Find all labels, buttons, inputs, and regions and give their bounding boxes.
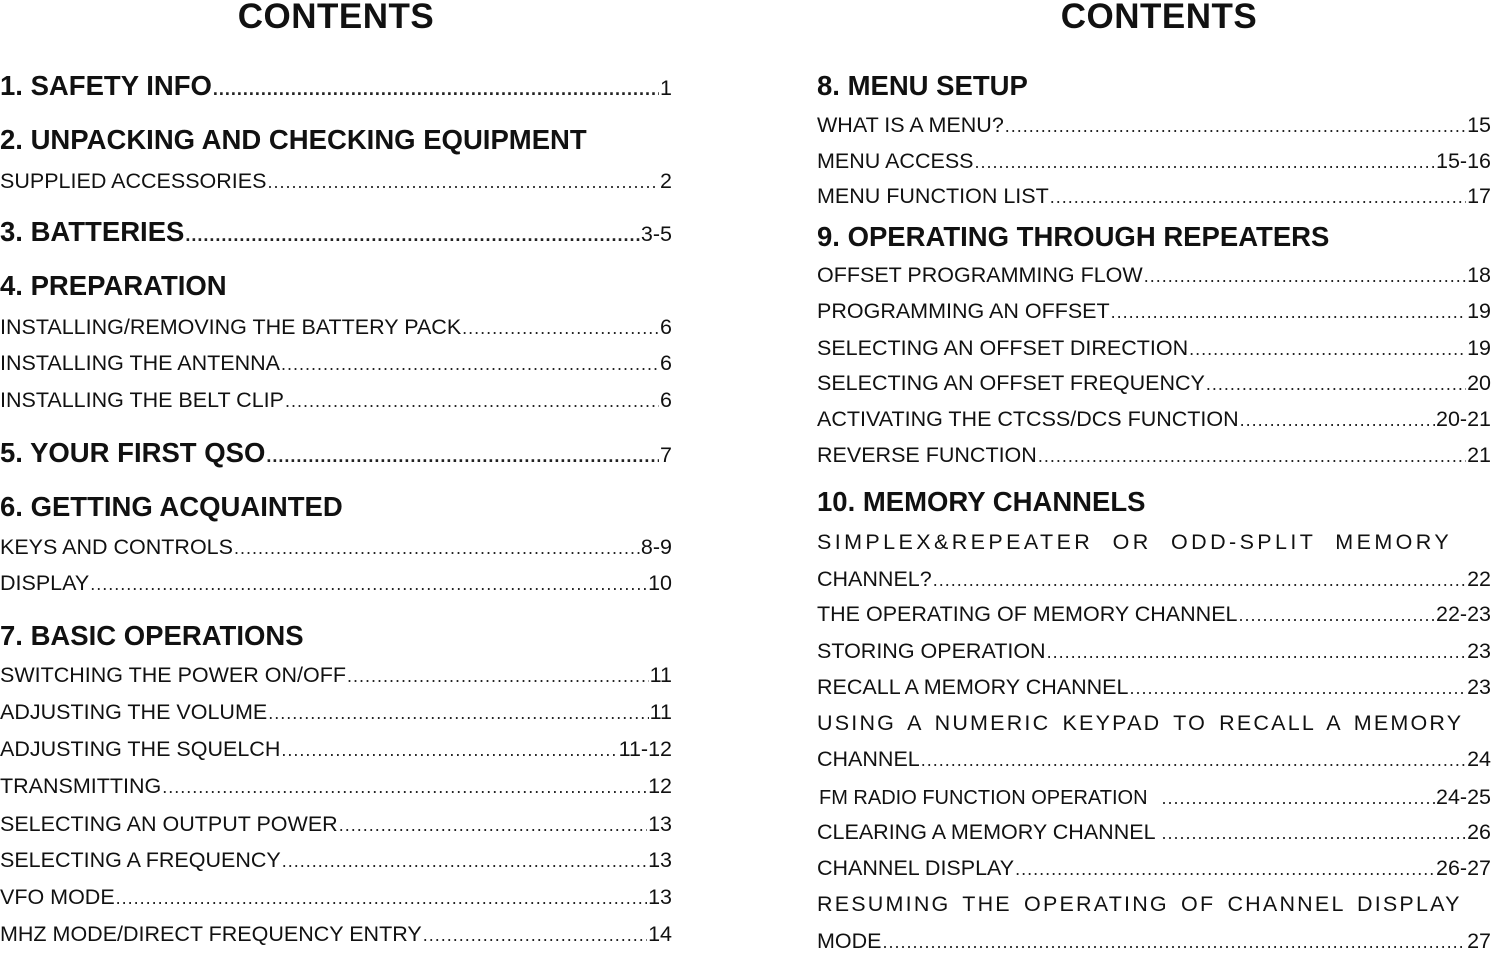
toc-heading-safety-info[interactable]	[0, 70, 672, 105]
entry-label: KEYS AND CONTROLS	[0, 535, 233, 559]
toc-entry-fm-radio[interactable]	[817, 784, 1491, 811]
entry-label: WHAT IS A MENU?	[817, 113, 1004, 137]
toc-entry-simplex-repeater-line1[interactable]	[817, 529, 1491, 555]
page-number: 15	[1467, 113, 1491, 137]
toc-heading-basic-operations	[0, 620, 672, 652]
toc-entry-numeric-keypad[interactable]	[817, 746, 1491, 773]
entry-label: PROGRAMMING AN OFFSET	[817, 299, 1110, 323]
toc-entry-display[interactable]	[0, 570, 672, 597]
entry-label: REVERSE FUNCTION	[817, 443, 1037, 467]
entry-label: MENU FUNCTION LIST	[817, 184, 1049, 208]
heading-label: 6. GETTING ACQUAINTED	[0, 491, 343, 522]
heading-label: 5. YOUR FIRST QSO	[0, 437, 266, 468]
toc-entry-recall-memory-channel[interactable]	[817, 674, 1491, 701]
dot-leader	[116, 885, 647, 911]
toc-entry-channel-display[interactable]	[817, 855, 1491, 882]
toc-entry-keys-and-controls[interactable]	[0, 534, 672, 561]
toc-heading-first-qso[interactable]	[0, 437, 672, 472]
page-number: 11	[649, 700, 672, 724]
dot-leader	[883, 929, 1467, 955]
dot-leader	[1189, 336, 1466, 362]
entry-label: CHANNEL	[817, 747, 920, 771]
entry-label-line1: USING A NUMERIC KEYPAD TO RECALL A MEMORY	[817, 711, 1464, 735]
dot-leader	[281, 737, 617, 763]
page-number: 1	[660, 76, 672, 100]
toc-heading-menu-setup	[817, 70, 1491, 102]
page-number: 13	[648, 812, 672, 836]
toc-entry-power-on-off[interactable]	[0, 662, 672, 689]
right-page	[817, 0, 1491, 951]
page-number: 13	[648, 848, 672, 872]
toc-entry-squelch[interactable]	[0, 736, 672, 763]
dot-leader	[282, 848, 647, 874]
dot-leader	[1005, 113, 1466, 139]
page-number: 20	[1467, 371, 1491, 395]
toc-entry-offset-programming-flow[interactable]	[817, 262, 1491, 289]
page-number: 24-25	[1436, 785, 1491, 809]
toc-entry-what-is-a-menu[interactable]	[817, 112, 1491, 139]
entry-label: CHANNEL DISPLAY	[817, 856, 1015, 880]
toc-entry-clearing-memory-channel[interactable]	[817, 819, 1491, 846]
toc-entry-menu-function-list[interactable]	[817, 183, 1491, 210]
heading-label: 7. BASIC OPERATIONS	[0, 620, 304, 651]
entry-label: INSTALLING/REMOVING THE BATTERY PACK	[0, 315, 462, 339]
page-number: 6	[660, 388, 672, 412]
dot-leader	[1050, 184, 1466, 210]
dot-leader	[1239, 602, 1436, 628]
dot-leader	[921, 747, 1466, 773]
toc-heading-memory-channels	[817, 486, 1491, 518]
dot-leader	[975, 149, 1435, 175]
page-number: 18	[1467, 263, 1491, 287]
entry-label: INSTALLING THE BELT CLIP	[0, 388, 284, 412]
dot-leader	[281, 351, 659, 377]
dot-leader	[1111, 299, 1466, 325]
toc-entry-supplied-accessories[interactable]	[0, 168, 672, 195]
heading-label: 3. BATTERIES	[0, 216, 185, 247]
entry-label: MENU ACCESS	[817, 149, 974, 173]
entry-label: SUPPLIED ACCESSORIES	[0, 169, 267, 193]
entry-label-line1: SIMPLEX&REPEATER OR ODD-SPLIT MEMORY	[817, 530, 1453, 554]
dot-leader	[213, 73, 659, 105]
page-title: CONTENTS	[1060, 0, 1258, 36]
page-number: 17	[1467, 184, 1491, 208]
entry-label: ACTIVATING THE CTCSS/DCS FUNCTION	[817, 407, 1239, 431]
dot-leader	[1206, 371, 1466, 397]
dot-leader	[1144, 263, 1466, 289]
heading-label: 10. MEMORY CHANNELS	[817, 486, 1146, 517]
page-number: 7	[660, 443, 672, 467]
entry-label: SELECTING A FREQUENCY	[0, 848, 281, 872]
page-number: 6	[660, 315, 672, 339]
page-number: 19	[1467, 336, 1491, 360]
dot-leader	[234, 535, 640, 561]
dot-leader	[185, 219, 640, 251]
page-number: 3-5	[640, 222, 672, 246]
heading-label: 2. UNPACKING AND CHECKING EQUIPMENT	[0, 124, 587, 155]
entry-label: MHZ MODE/DIRECT FREQUENCY ENTRY	[0, 922, 422, 946]
entry-label-line1: RESUMING THE OPERATING OF CHANNEL DISPLAY	[817, 892, 1462, 916]
page-number: 27	[1467, 929, 1491, 953]
dot-leader	[285, 388, 659, 414]
page-number: 22	[1467, 567, 1491, 591]
page-number: 10	[648, 571, 672, 595]
dot-leader	[267, 169, 659, 195]
page-number: 15-16	[1436, 149, 1491, 173]
page-number: 12	[648, 774, 672, 798]
dot-leader	[423, 922, 647, 948]
entry-label: ADJUSTING THE VOLUME	[0, 700, 268, 724]
toc-entry-battery-pack[interactable]	[0, 314, 672, 341]
toc-entry-numeric-keypad-line1[interactable]	[817, 710, 1491, 736]
toc-entry-output-power[interactable]	[0, 811, 672, 838]
entry-label: RECALL A MEMORY CHANNEL	[817, 675, 1129, 699]
entry-label: VFO MODE	[0, 885, 115, 909]
entry-label: STORING OPERATION	[817, 639, 1046, 663]
toc-entry-menu-access[interactable]	[817, 148, 1491, 175]
toc-entry-mhz-mode[interactable]	[0, 921, 672, 948]
page-number: 20-21	[1436, 407, 1491, 431]
page-title: CONTENTS	[237, 0, 435, 36]
toc-heading-repeaters	[817, 221, 1491, 253]
entry-label: ADJUSTING THE SQUELCH	[0, 737, 281, 761]
entry-label: OFFSET PROGRAMMING FLOW	[817, 263, 1143, 287]
dot-leader	[339, 812, 647, 838]
page-number: 19	[1467, 299, 1491, 323]
page-number: 14	[648, 922, 672, 946]
dot-leader	[1015, 856, 1435, 882]
page-number: 11-12	[618, 737, 672, 761]
toc-entry-belt-clip[interactable]	[0, 387, 672, 414]
entry-label: TRANSMITTING	[0, 774, 162, 798]
dot-leader	[1038, 443, 1466, 469]
entry-label: MODE	[817, 929, 882, 953]
toc-entry-offset-frequency[interactable]	[817, 370, 1491, 397]
dot-leader	[933, 567, 1466, 593]
dot-leader	[1162, 785, 1435, 811]
dot-leader	[1129, 675, 1466, 701]
page-number: 24	[1467, 747, 1491, 771]
entry-label: CLEARING A MEMORY CHANNEL	[817, 820, 1156, 844]
entry-label: THE OPERATING OF MEMORY CHANNEL	[817, 602, 1238, 626]
toc-entry-transmitting[interactable]	[0, 773, 672, 800]
page-number: 21	[1467, 443, 1491, 467]
dot-leader	[1047, 639, 1467, 665]
toc-entry-programming-an-offset[interactable]	[817, 298, 1491, 325]
toc-entry-offset-direction[interactable]	[817, 335, 1491, 362]
page-number: 2	[660, 169, 672, 193]
entry-label: INSTALLING THE ANTENNA	[0, 351, 280, 375]
entry-label: DISPLAY	[0, 571, 90, 595]
dot-leader	[347, 663, 649, 689]
entry-label: SWITCHING THE POWER ON/OFF	[0, 663, 346, 687]
toc-entry-resuming-channel-display-line1[interactable]	[817, 891, 1491, 917]
entry-label: CHANNEL?	[817, 567, 932, 591]
entry-label: SELECTING AN OFFSET FREQUENCY	[817, 371, 1205, 395]
page-number: 13	[648, 885, 672, 909]
toc-entry-antenna[interactable]	[0, 350, 672, 377]
toc-entry-reverse-function[interactable]	[817, 442, 1491, 469]
heading-label: 8. MENU SETUP	[817, 70, 1028, 101]
page-number: 23	[1467, 675, 1491, 699]
page-number: 22-23	[1436, 602, 1491, 626]
toc-entry-simplex-repeater[interactable]	[817, 566, 1491, 593]
toc-heading-preparation	[0, 270, 672, 302]
dot-leader	[1162, 820, 1467, 846]
page-number: 26-27	[1436, 856, 1491, 880]
page-number: 26	[1467, 820, 1491, 844]
toc-entry-operating-memory-channel[interactable]	[817, 601, 1491, 628]
dot-leader	[162, 774, 647, 800]
toc-entry-ctcss-dcs[interactable]	[817, 406, 1491, 433]
heading-label: 9. OPERATING THROUGH REPEATERS	[817, 221, 1330, 252]
toc-heading-unpacking	[0, 124, 672, 156]
entry-label: SELECTING AN OFFSET DIRECTION	[817, 336, 1189, 360]
entry-label: FM RADIO FUNCTION OPERATION	[819, 787, 1148, 809]
page-number: 8-9	[640, 535, 672, 559]
dot-leader	[90, 571, 647, 597]
entry-label: SELECTING AN OUTPUT POWER	[0, 812, 338, 836]
heading-label: 4. PREPARATION	[0, 270, 227, 301]
toc-entry-volume[interactable]	[0, 699, 672, 726]
dot-leader	[266, 440, 659, 472]
page-number: 6	[660, 351, 672, 375]
page-number: 23	[1467, 639, 1491, 663]
toc-heading-getting-acquainted	[0, 491, 672, 523]
toc-entry-frequency[interactable]	[0, 847, 672, 874]
toc-entry-storing-operation[interactable]	[817, 638, 1491, 665]
dot-leader	[462, 315, 659, 341]
toc-heading-batteries[interactable]	[0, 216, 672, 251]
dot-leader	[268, 700, 648, 726]
heading-label: 1. SAFETY INFO	[0, 70, 212, 101]
page-number: 11	[649, 663, 672, 687]
left-page	[0, 0, 672, 951]
toc-entry-vfo-mode[interactable]	[0, 884, 672, 911]
dot-leader	[1240, 407, 1435, 433]
